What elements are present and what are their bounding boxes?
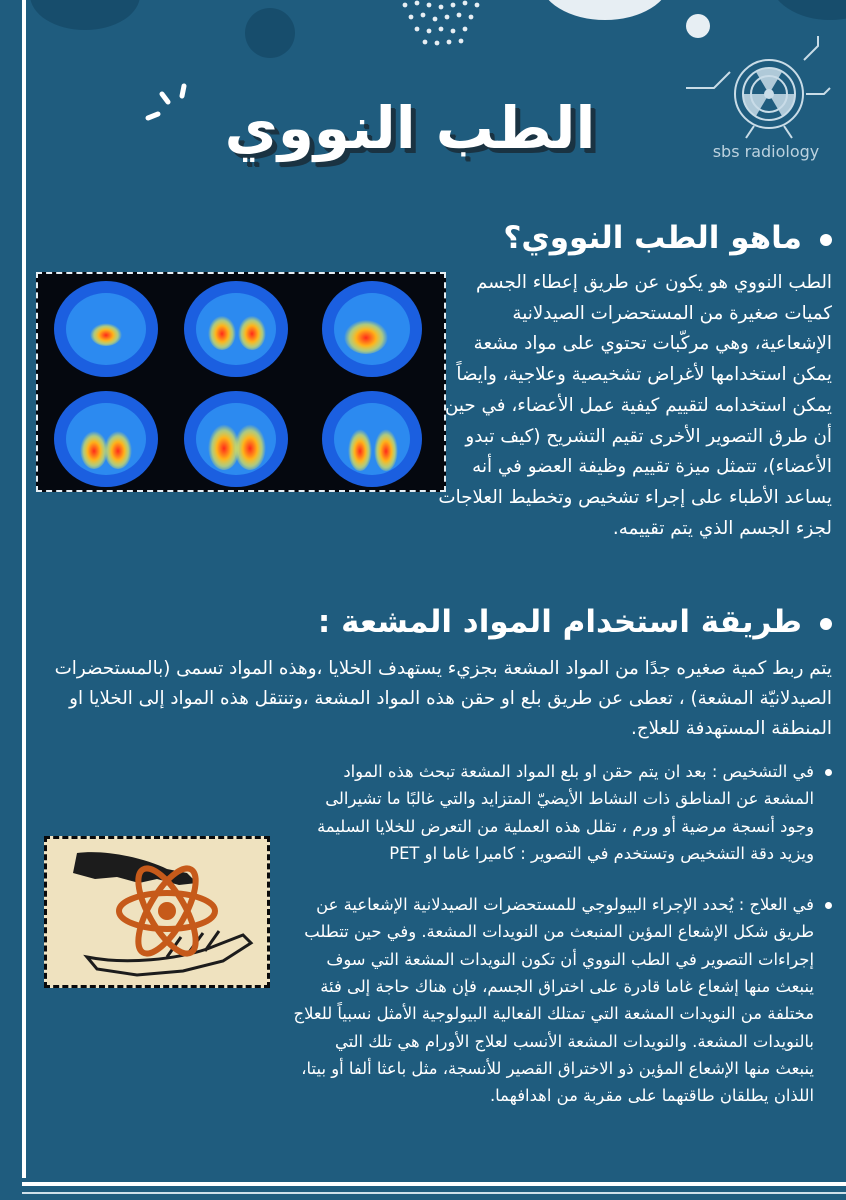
decor-circle [30, 0, 140, 30]
decor-circle [245, 8, 295, 58]
decor-circle [770, 0, 846, 20]
decor-circle [540, 0, 670, 20]
decor-dot-pattern [395, 0, 495, 55]
heading-what-is [503, 220, 832, 256]
brand-name: sbs radiology [712, 142, 820, 161]
list-item-diagnosis [292, 758, 832, 867]
heading-method [318, 604, 832, 640]
what-is-paragraph: الطب النووي هو يكون عن طريق إعطاء الجسم كميات صغيرة من المستحضرات الصيدلانية الإشعاعية، وهي مركّبات تحتوي على مواد مشعة يمكن استخدامها لأغراض تشخيصية وعلاجية، وايضاً يمكن استخدامه لتقييم كيفية عمل الأعضاء، في حين أن طرق التصوير الأخرى تقيم التشريح (كيف تبدو الأعضاء)، تتمثل ميزة تقييم وظيفة العضو في أنه يساعد الأطباء على إجراء تشخيص وتخطيط العلاجات لجزء الجسم الذي يتم تقييمه. [438, 272, 832, 539]
list-item-treatment [292, 891, 832, 1109]
heading-text: طريقة استخدام المواد المشعة : [317, 604, 802, 640]
hands-atom-illustration [44, 836, 270, 988]
bullet-dot-icon [825, 902, 832, 909]
pet-brain-scan-image [36, 272, 446, 492]
heading-text: ماهو الطب النووي؟ [503, 220, 802, 256]
bullet-dot-icon [820, 618, 832, 630]
frame-bottom-border-thin [22, 1192, 846, 1194]
method-intro-paragraph: يتم ربط كمية صغيره جدًا من المواد المشعة بجزيء يستهدف الخلايا ،وهذه المواد تسمى (بالمستحضرات الصيدلانيّة المشعة) ، تعطى عن طريق بلع او حقن هذه المواد المشعة ،وتنتقل هذه المواد إلى الخلايا او المنطقة المستهدفة للعلاج. [54, 658, 832, 739]
bullet-dot-icon [820, 234, 832, 246]
frame-left-border [22, 0, 26, 1178]
frame-bottom-border [22, 1182, 846, 1186]
method-detail-list [292, 758, 832, 1110]
bullet-dot-icon [825, 769, 832, 776]
hands-atom-graphic [47, 839, 267, 985]
list-item-text: في التشخيص : بعد ان يتم حقن او بلع المواد المشعة تبحث هذه المواد المشعة عن المناطق ذات النشاط الأيضيّ المتزايد والتي غالبًا ما تشيرالى وجود أنسجة مرضية أو ورم ، تقلل هذه العملية من التعرض للخلايا السليمة ويزيد دقة التشخيص وتستخدم في التصوير : كاميرا غاما او PET [317, 762, 814, 863]
brain-scan-graphic [38, 274, 444, 490]
list-item-text: في العلاج : يُحدد الإجراء البيولوجي للمستحضرات الصيدلانية الإشعاعية عن طريق شكل الإشعاع المؤين المنبعث من النويدات المشعة. وفي حين تتطلب إجراءات التصوير في الطب النووي أن تكون النويدات المشعة التي سوف ينبعث منها إشعاع غاما قادرة على اختراق الجسم، فإن هناك حاجة إلى فئة مختلفة من النويدات المشعة التي تمتلك الفعالية البيولوجية الأمثل نسبياً للعلاج بالنويدات المشعة. والنويدات المشعة الأنسب لعلاج الأورام هي تلك التي ينبعث منها الإشعاع المؤين ذو الاختراق القصير للأنسجة، مثل باعثا ألفا أو بيتا، اللذان يطلقان طاقتهما على مقربة من اهدافهما. [293, 895, 814, 1106]
title-area [140, 80, 680, 170]
page-title: الطب النووي [224, 94, 596, 162]
